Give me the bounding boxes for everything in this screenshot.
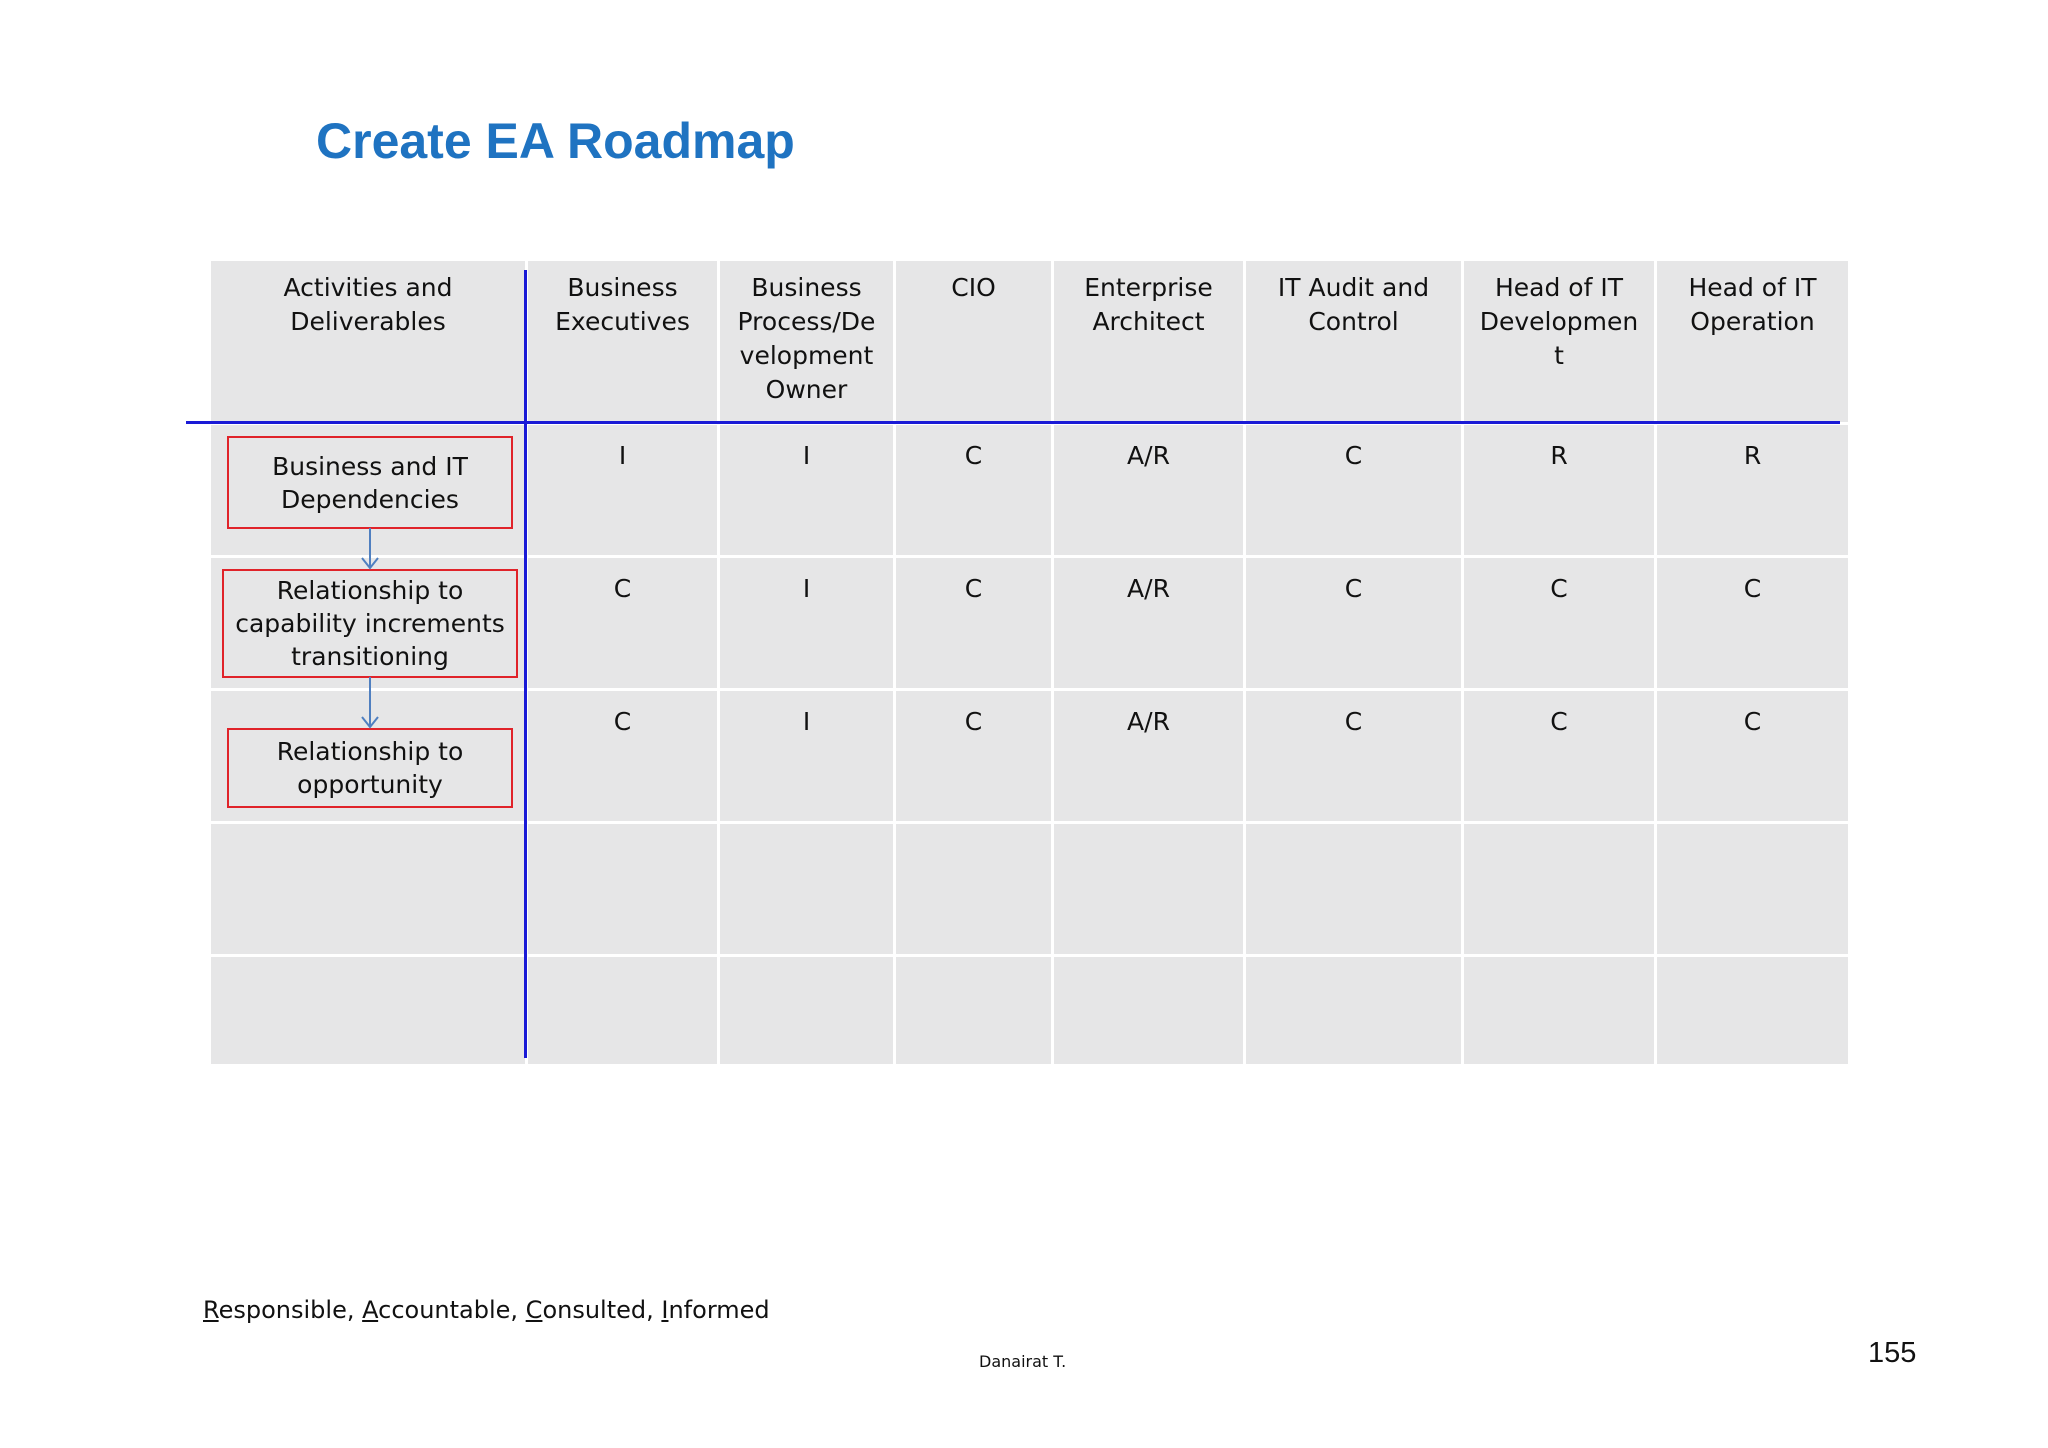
raci-cell: R [1657, 425, 1848, 555]
legend-initial: R [203, 1296, 219, 1324]
raci-cell: C [528, 691, 717, 821]
raci-cell [1054, 957, 1243, 1064]
header-enterprise-architect: Enterprise Architect [1054, 261, 1243, 422]
raci-cell: C [1246, 425, 1461, 555]
raci-cell: C [896, 425, 1051, 555]
raci-cell: I [720, 691, 893, 821]
raci-cell: C [1246, 691, 1461, 821]
raci-cell: A/R [1054, 558, 1243, 688]
legend-initial: C [525, 1296, 543, 1324]
raci-cell [720, 957, 893, 1064]
raci-cell: C [528, 558, 717, 688]
raci-cell: C [1464, 691, 1654, 821]
raci-cell: A/R [1054, 691, 1243, 821]
raci-cell [528, 824, 717, 954]
activity-cell [211, 957, 525, 1064]
raci-cell [1246, 824, 1461, 954]
activity-cell [211, 824, 525, 954]
raci-cell [896, 957, 1051, 1064]
header-business-executives: Business Executives [528, 261, 717, 422]
raci-cell [1657, 824, 1848, 954]
arrow-down-icon [360, 528, 380, 570]
vertical-divider-line [524, 270, 527, 1058]
header-activities: Activities and Deliverables [211, 261, 525, 422]
raci-cell: R [1464, 425, 1654, 555]
header-cio: CIO [896, 261, 1051, 422]
legend-word: esponsible [218, 1296, 347, 1324]
header-head-it-operation: Head of IT Operation [1657, 261, 1848, 422]
horizontal-divider-line [186, 421, 1840, 424]
activity-box-relationship-opportunity: Relationship to opportunity [227, 728, 513, 808]
raci-cell [1054, 824, 1243, 954]
activity-box-business-it-dependencies: Business and IT Dependencies [227, 436, 513, 529]
legend-separator: , [346, 1296, 363, 1324]
raci-cell: I [528, 425, 717, 555]
legend-word: onsulted [542, 1296, 647, 1324]
legend-word: nformed [668, 1296, 770, 1324]
raci-cell [1246, 957, 1461, 1064]
raci-cell: C [1657, 558, 1848, 688]
activity-box-capability-increments: Relationship to capability increments transitioning [222, 569, 518, 678]
legend-initial: I [661, 1296, 669, 1324]
legend-separator: , [510, 1296, 526, 1324]
raci-cell [1657, 957, 1848, 1064]
raci-cell: C [1246, 558, 1461, 688]
header-business-process-owner: Business Process/De velopment Owner [720, 261, 893, 422]
raci-legend [203, 1296, 770, 1324]
raci-cell [528, 957, 717, 1064]
raci-cell: C [896, 691, 1051, 821]
raci-cell: C [1657, 691, 1848, 821]
arrow-down-icon [360, 677, 380, 729]
raci-cell: I [720, 425, 893, 555]
raci-cell [896, 824, 1051, 954]
raci-cell [720, 824, 893, 954]
author-footer: Danairat T. [979, 1352, 1067, 1371]
legend-word: ccountable [378, 1296, 511, 1324]
raci-cell: A/R [1054, 425, 1243, 555]
raci-cell: I [720, 558, 893, 688]
page-number: 155 [1868, 1337, 1917, 1369]
header-it-audit-control: IT Audit and Control [1246, 261, 1461, 422]
raci-cell: C [1464, 558, 1654, 688]
raci-cell [1464, 824, 1654, 954]
legend-separator: , [646, 1296, 662, 1324]
raci-cell [1464, 957, 1654, 1064]
header-head-it-development: Head of IT Developmen t [1464, 261, 1654, 422]
legend-initial: A [362, 1296, 379, 1324]
raci-cell: C [896, 558, 1051, 688]
page-title: Create EA Roadmap [316, 113, 795, 169]
